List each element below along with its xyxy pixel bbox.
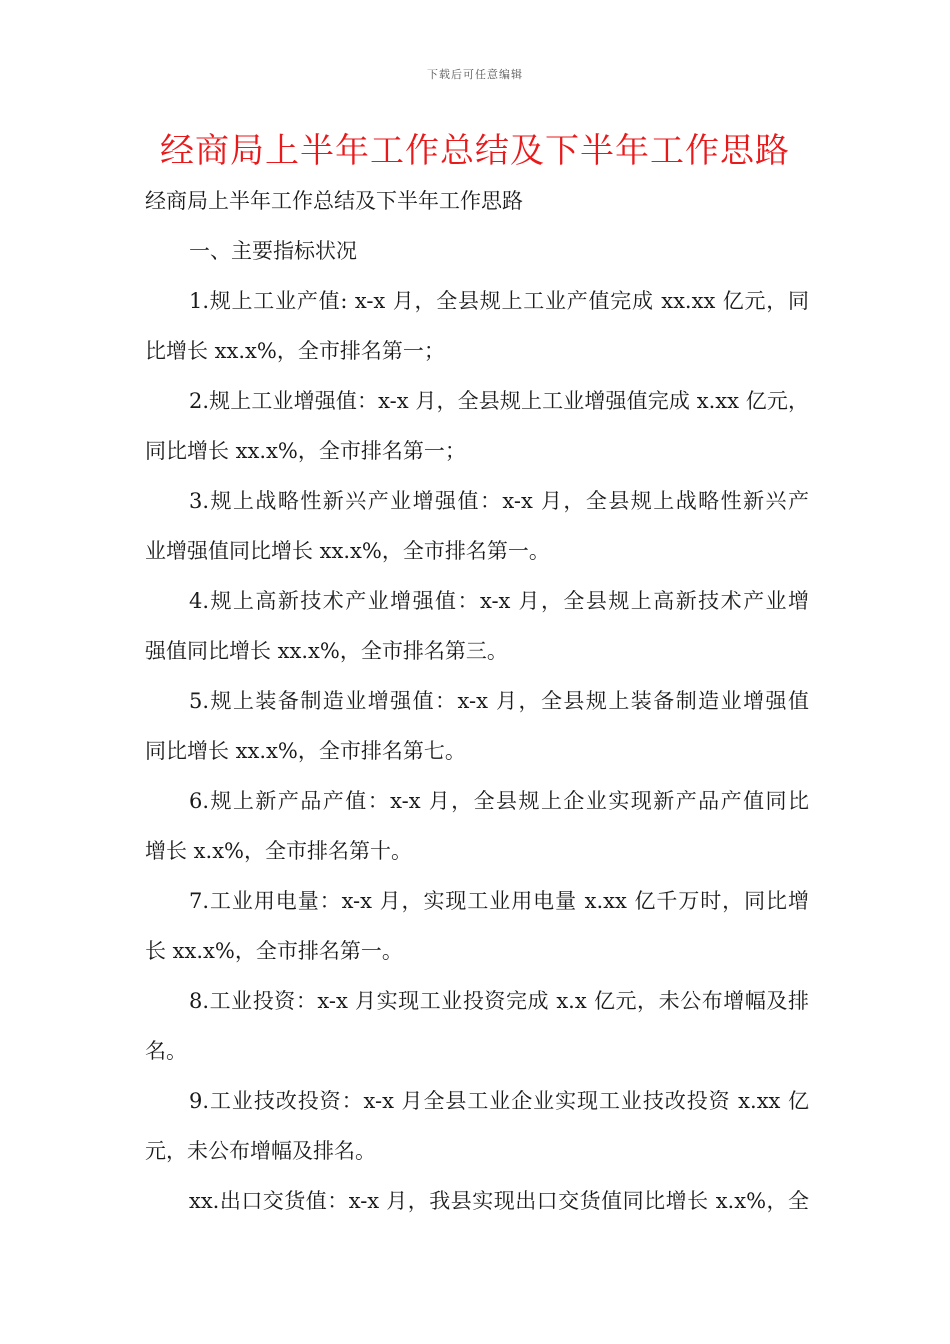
paragraph-line: 1.规上工业产值: x-x 月，全县规上工业产值完成 xx.xx 亿元，同 [189,289,809,313]
paragraph-line: 4.规上高新技术产业增强值：x-x 月，全县规上高新技术产业增 [189,589,809,613]
paragraph-line: 比增长 xx.x%，全市排名第一； [145,339,445,363]
paragraph-line: 同比增长 xx.x%，全市排名第一； [145,439,466,463]
paragraph-line: 元，未公布增幅及排名。 [145,1139,376,1163]
paragraph-line: 8.工业投资：x-x 月实现工业投资完成 x.x 亿元，未公布增幅及排 [189,989,809,1013]
paragraph-line: 长 xx.x%，全市排名第一。 [145,939,403,963]
header-note: 下载后可任意编辑 [427,68,523,81]
section-heading: 一、主要指标状况 [189,239,357,263]
paragraph-line: 7.工业用电量：x-x 月，实现工业用电量 x.xx 亿千万时，同比增 [189,889,809,913]
paragraph-line: 6.规上新产品产值：x-x 月，全县规上企业实现新产品产值同比 [189,789,809,813]
paragraph-line: 同比增长 xx.x%，全市排名第七。 [145,739,466,763]
paragraph-line: 业增强值同比增长 xx.x%，全市排名第一。 [145,539,550,563]
paragraph-line: 强值同比增长 xx.x%，全市排名第三。 [145,639,508,663]
paragraph-line: xx.出口交货值：x-x 月，我县实现出口交货值同比增长 x.x%，全 [189,1189,809,1213]
paragraph-line: 9.工业技改投资：x-x 月全县工业企业实现工业技改投资 x.xx 亿 [189,1089,809,1113]
paragraph-line: 2.规上工业增强值：x-x 月，全县规上工业增强值完成 x.xx 亿元， [189,389,809,413]
document-title: 经商局上半年工作总结及下半年工作思路 [160,131,790,171]
document-body [145,176,809,1226]
paragraph-line: 名。 [145,1039,187,1063]
paragraph-line: 5.规上装备制造业增强值：x-x 月，全县规上装备制造业增强值 [189,689,809,713]
paragraph-line: 3.规上战略性新兴产业增强值：x-x 月，全县规上战略性新兴产 [189,489,809,513]
body-subtitle: 经商局上半年工作总结及下半年工作思路 [145,189,523,213]
paragraph-line: 增长 x.x%，全市排名第十。 [145,839,412,863]
